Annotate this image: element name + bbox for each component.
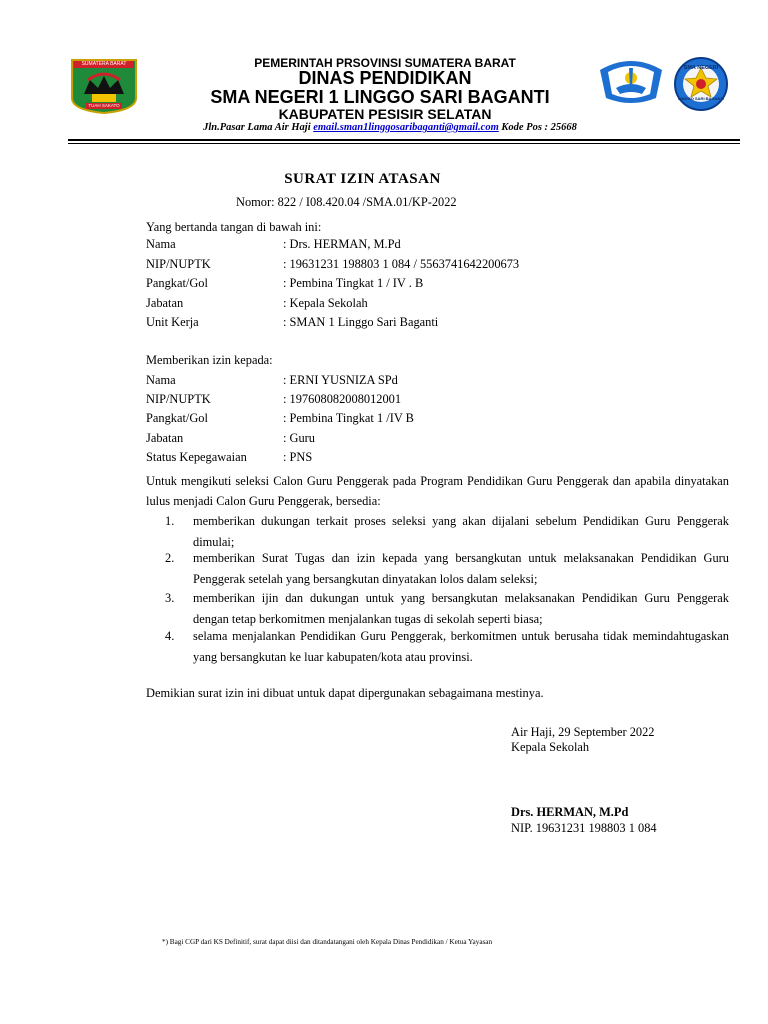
intro-text: Yang bertanda tangan di bawah ini: — [146, 220, 322, 234]
address-suffix: Kode Pos : 25668 — [498, 122, 577, 133]
signer-position: Kepala Sekolah — [511, 740, 590, 754]
letterhead-line1: PEMERINTAH PRSOVINSI SUMATERA BARAT — [254, 56, 516, 70]
signer-value-jabatan: : Kepala Sekolah — [283, 296, 368, 310]
grantee-label-jabatan: Jabatan — [146, 431, 184, 445]
letter-title: SURAT IZIN ATASAN — [284, 171, 441, 187]
closing-text: Demikian surat izin ini dibuat untuk dapat dipergunakan sebagaimana mestinya. — [146, 686, 544, 700]
letterhead-line4: KABUPATEN PESISIR SELATAN — [278, 106, 492, 122]
letterhead-address — [120, 122, 660, 133]
list-item-text: memberikan ijin dan dukungan untuk yang bersangkutan melaksanakan Pendidikan Guru Penggerak dengan tetap berkomitmen menjalankan tugas di sekolah seperti biasa; — [193, 591, 729, 626]
email-link[interactable]: email.sman1linggosaribaganti@gmail.com — [313, 122, 499, 133]
grantee-value-nama: : ERNI YUSNIZA SPd — [283, 373, 398, 387]
signer-label-nama: Nama — [146, 237, 176, 251]
list-item-text: memberikan Surat Tugas dan izin kepada yang bersangkutan untuk melaksanakan Pendidikan Guru Penggerak setelah yang bersangkutan dinyatakan lolos dalam seleksi; — [193, 551, 729, 586]
signer-value-nip: : 19631231 198803 1 084 / 5563741642200673 — [283, 257, 520, 271]
letter-number: Nomor: 822 / I08.420.04 /SMA.01/KP-2022 — [236, 195, 457, 209]
province-logo-motto: TUAH SAKATO — [88, 103, 120, 108]
signer-label-nip: NIP/NUPTK — [146, 257, 211, 271]
grantee-value-status: : PNS — [283, 450, 313, 464]
list-item-number: 1. — [165, 514, 175, 528]
signer-nip: NIP. 19631231 198803 1 084 — [511, 821, 657, 835]
address-prefix: Jln.Pasar Lama Air Haji — [203, 122, 314, 133]
grantee-label-status: Status Kepegawaian — [146, 450, 247, 464]
signer-value-unit: : SMAN 1 Linggo Sari Baganti — [283, 315, 439, 329]
school-logo — [670, 56, 732, 112]
grantee-label-pangkat: Pangkat/Gol — [146, 411, 208, 425]
grantee-value-nip: : 197608082008012001 — [283, 392, 402, 406]
signer-label-unit: Unit Kerja — [146, 315, 199, 329]
header-rule-thin — [68, 143, 740, 144]
signer-label-jabatan: Jabatan — [146, 296, 184, 310]
grantee-label-nip: NIP/NUPTK — [146, 392, 211, 406]
list-item-number: 3. — [165, 591, 175, 605]
signer-label-pangkat: Pangkat/Gol — [146, 276, 208, 290]
province-logo-text: SUMATERA BARAT — [81, 61, 127, 67]
tut-wuri-logo — [596, 58, 666, 108]
place-date: Air Haji, 29 September 2022 — [511, 725, 655, 739]
signer-value-nama: : Drs. HERMAN, M.Pd — [283, 237, 401, 251]
signer-value-pangkat: : Pembina Tingkat 1 / IV . B — [283, 276, 424, 290]
school-logo-text: SMA NEGERI — [683, 65, 719, 71]
grantee-value-jabatan: : Guru — [283, 431, 316, 445]
grantee-value-pangkat: : Pembina Tingkat 1 /IV B — [283, 411, 414, 425]
letterhead-line2: DINAS PENDIDIKAN — [298, 68, 472, 88]
header-rule-thick — [68, 139, 740, 141]
list-item-text: memberikan dukungan terkait proses seleksi yang akan dijalani sebelum Pendidikan Guru Penggerak dimulai; — [193, 514, 729, 549]
signer-name: Drs. HERMAN, M.Pd — [511, 805, 629, 819]
province-logo — [70, 58, 138, 114]
letterhead-line3: SMA NEGERI 1 LINGGO SARI BAGANTI — [210, 87, 550, 107]
list-item-number: 4. — [165, 629, 175, 643]
list-item-number: 2. — [165, 551, 175, 565]
grantee-label-nama: Nama — [146, 373, 176, 387]
school-logo-bottom-text: LINGGO SARI BAGANTI — [678, 96, 724, 101]
list-item-text: selama menjalankan Pendidikan Guru Penggerak, berkomitmen untuk berusaha tidak memindahtugaskan yang bersangkutan ke luar kabupaten/kota atau provinsi. — [193, 629, 729, 664]
grant-intro-text: Memberikan izin kepada: — [146, 353, 273, 367]
body-paragraph: Untuk mengikuti seleksi Calon Guru Penggerak pada Program Pendidikan Guru Penggerak dan apabila dinyatakan lulus menjadi Calon Guru Penggerak, bersedia: — [146, 474, 729, 508]
tut-wuri-handayani-icon — [596, 58, 666, 108]
footnote: *) Bagi CGP dari KS Definitif, surat dapat diisi dan ditandatangani oleh Kepala Dinas Pendidikan / Ketua Yayasan — [162, 938, 493, 946]
